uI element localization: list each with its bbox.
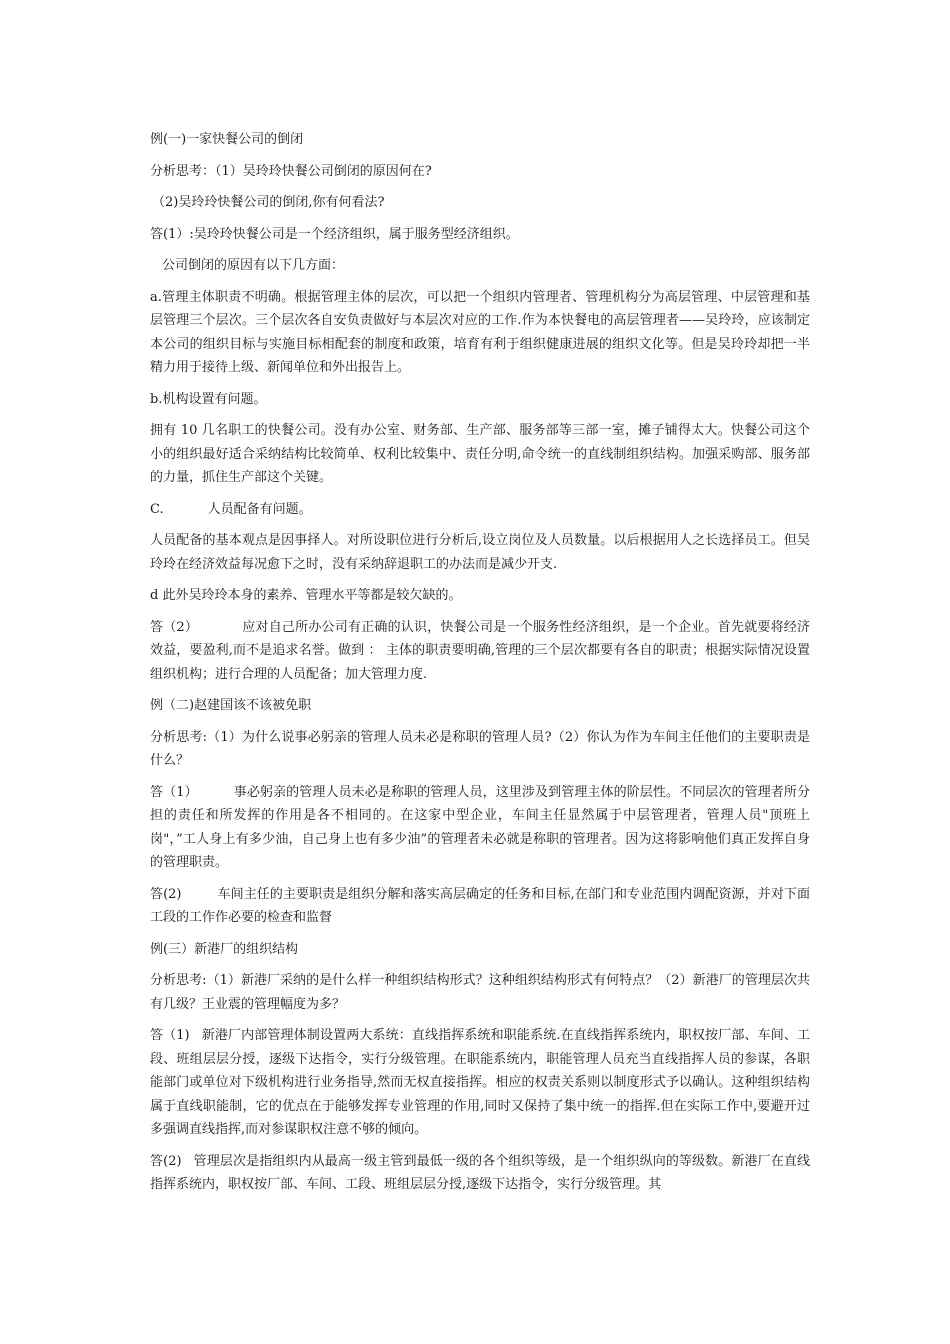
case-2-title: 例（二)赵建国该不该被免职 <box>150 698 312 713</box>
answer-label: 答（2） <box>150 619 199 635</box>
paragraph-text: 车间主任的主要职责是组织分解和落实高层确定的任务和目标,在部门和专业范围内调配资源，并对下面工段的工作作必要的检查和监督 <box>150 886 810 925</box>
paragraph-text: 人员配备有问题。 <box>207 501 312 517</box>
case-2-answer-1 <box>150 781 810 875</box>
case-1-reason-d: d 此外吴玲玲本身的素养、管理水平等都是较欠缺的。 <box>150 588 462 603</box>
case-1-answer-2 <box>150 616 810 687</box>
answer-label: 答(2) <box>150 886 182 902</box>
answer-label: 答（1） <box>150 784 198 800</box>
case-2-answer-2 <box>150 883 810 930</box>
case-3-answer-1 <box>150 1024 810 1142</box>
case-1-title: 例(一)一家快餐公司的倒闭 <box>150 132 304 147</box>
case-1-answer-1-intro: 答(1）:吴玲玲快餐公司是一个经济组织，属于服务型经济组织。 <box>150 226 519 242</box>
paragraph-text: 应对自己所办公司有正确的认识，快餐公司是一个服务性经济组织，是一个企业。首先就要将经济效益，要盈利,而不是追求名誉。做到 ： 主体的职责要明确,管理的三个层次都要有各自的职责；根据实际情况设置组织机构；进行合理的人员配备；加大管理力度. <box>150 619 810 682</box>
case-1-reasons-heading: 公司倒闭的原因有以下几方面： <box>162 258 345 273</box>
paragraph-text: 新港厂内部管理体制设置两大系统：直线指挥系统和职能系统.在直线指挥系统内，职权按厂部、车间、工段、班组层层分授，逐级下达指令，实行分级管理。在职能系统内，职能管理人员充当直线指挥人员的参谋，各职能部门或单位对下级机构进行业务指导,然而无权直接指挥。相应的权责关系则以制度形式予以确认。这种组织结构属于直线职能制，它的优点在于能够发挥专业管理的作用,同时又保持了集中统一的指挥.但在实际工作中,要避开过多强调直线指挥,而对参谋职权注意不够的倾向。 <box>150 1028 810 1137</box>
paragraph-text: 管理层次是指组织内从最高一级主管到最低一级的各个组织等级，是一个组织纵向的等级数。新港厂在直线指挥系统内，职权按厂部、车间、工段、班组层层分授,逐级下达指令，实行分级管理。其 <box>150 1153 810 1192</box>
list-marker: C. <box>150 501 164 517</box>
case-3-answer-2 <box>150 1150 810 1197</box>
case-1-question-1: 分析思考：（1）吴玲玲快餐公司倒闭的原因何在? <box>150 163 432 179</box>
case-1-reason-c-heading <box>150 498 810 522</box>
case-2-questions: 分析思考:（1）为什么说事必躬亲的管理人员未必是称职的管理人员?（2）你认为作为车间主任他们的主要职责是什么？ <box>150 729 810 768</box>
paragraph-text: 事必躬亲的管理人员未必是称职的管理人员，这里涉及到管理主体的阶层性。不同层次的管理者所分担的责任和所发挥的作用是各不相同的。在这家中型企业，车间主任显然属于中层管理者，管理人员"顶班上岗"，”工人身上有多少油，自己身上也有多少油”的管理者未必就是称职的管理者。因为这将影响他们真正发挥自身的管理职责。 <box>150 784 810 870</box>
case-1-reason-b-heading: b.机构设置有问题。 <box>150 391 267 407</box>
case-1-reason-c-body: 人员配备的基本观点是因事择人。对所设职位进行分析后,设立岗位及人员数量。以后根据用人之长选择员工。但吴玲玲在经济效益每况愈下之时，没有采纳辞退职工的办法而是减少开支. <box>150 533 810 572</box>
answer-label: 答（1) <box>150 1028 190 1043</box>
case-1-reason-b-body: 拥有 10 几名职工的快餐公司。没有办公室、财务部、生产部、服务部等三部一室，摊子铺得太大。快餐公司这个小的组织最好适合采纳结构比较简单、权利比较集中、责任分明,命令统一的直线制组织结构。加强采购部、服务部的力量，抓住生产部这个关键。 <box>150 423 810 485</box>
document-page <box>150 128 810 1205</box>
case-1-question-2: （2)吴玲玲快餐公司的倒闭,你有何看法? <box>152 195 385 210</box>
case-1-reason-a: a.管理主体职责不明确。根据管理主体的层次，可以把一个组织内管理者、管理机构分为高层管理、中层管理和基层管理三个层次。三个层次各自安负责做好与本层次对应的工作.作为本快餐电的高层管理者——吴玲玲，应该制定本公司的组织目标与实施目标相配套的制度和政策，培育有利于组织健康进展的组织文化等。但是吴玲玲却把一半精力用于接待上级、新闻单位和外出报告上。 <box>150 289 810 375</box>
case-3-questions: 分析思考:（1）新港厂采纳的是什么样一种组织结构形式？这种组织结构形式有何特点？（2）新港厂的管理层次共有几级？王业震的管理幅度为多？ <box>150 973 810 1012</box>
answer-label: 答(2) <box>150 1153 182 1169</box>
case-3-title: 例(三）新港厂的组织结构 <box>150 941 299 957</box>
